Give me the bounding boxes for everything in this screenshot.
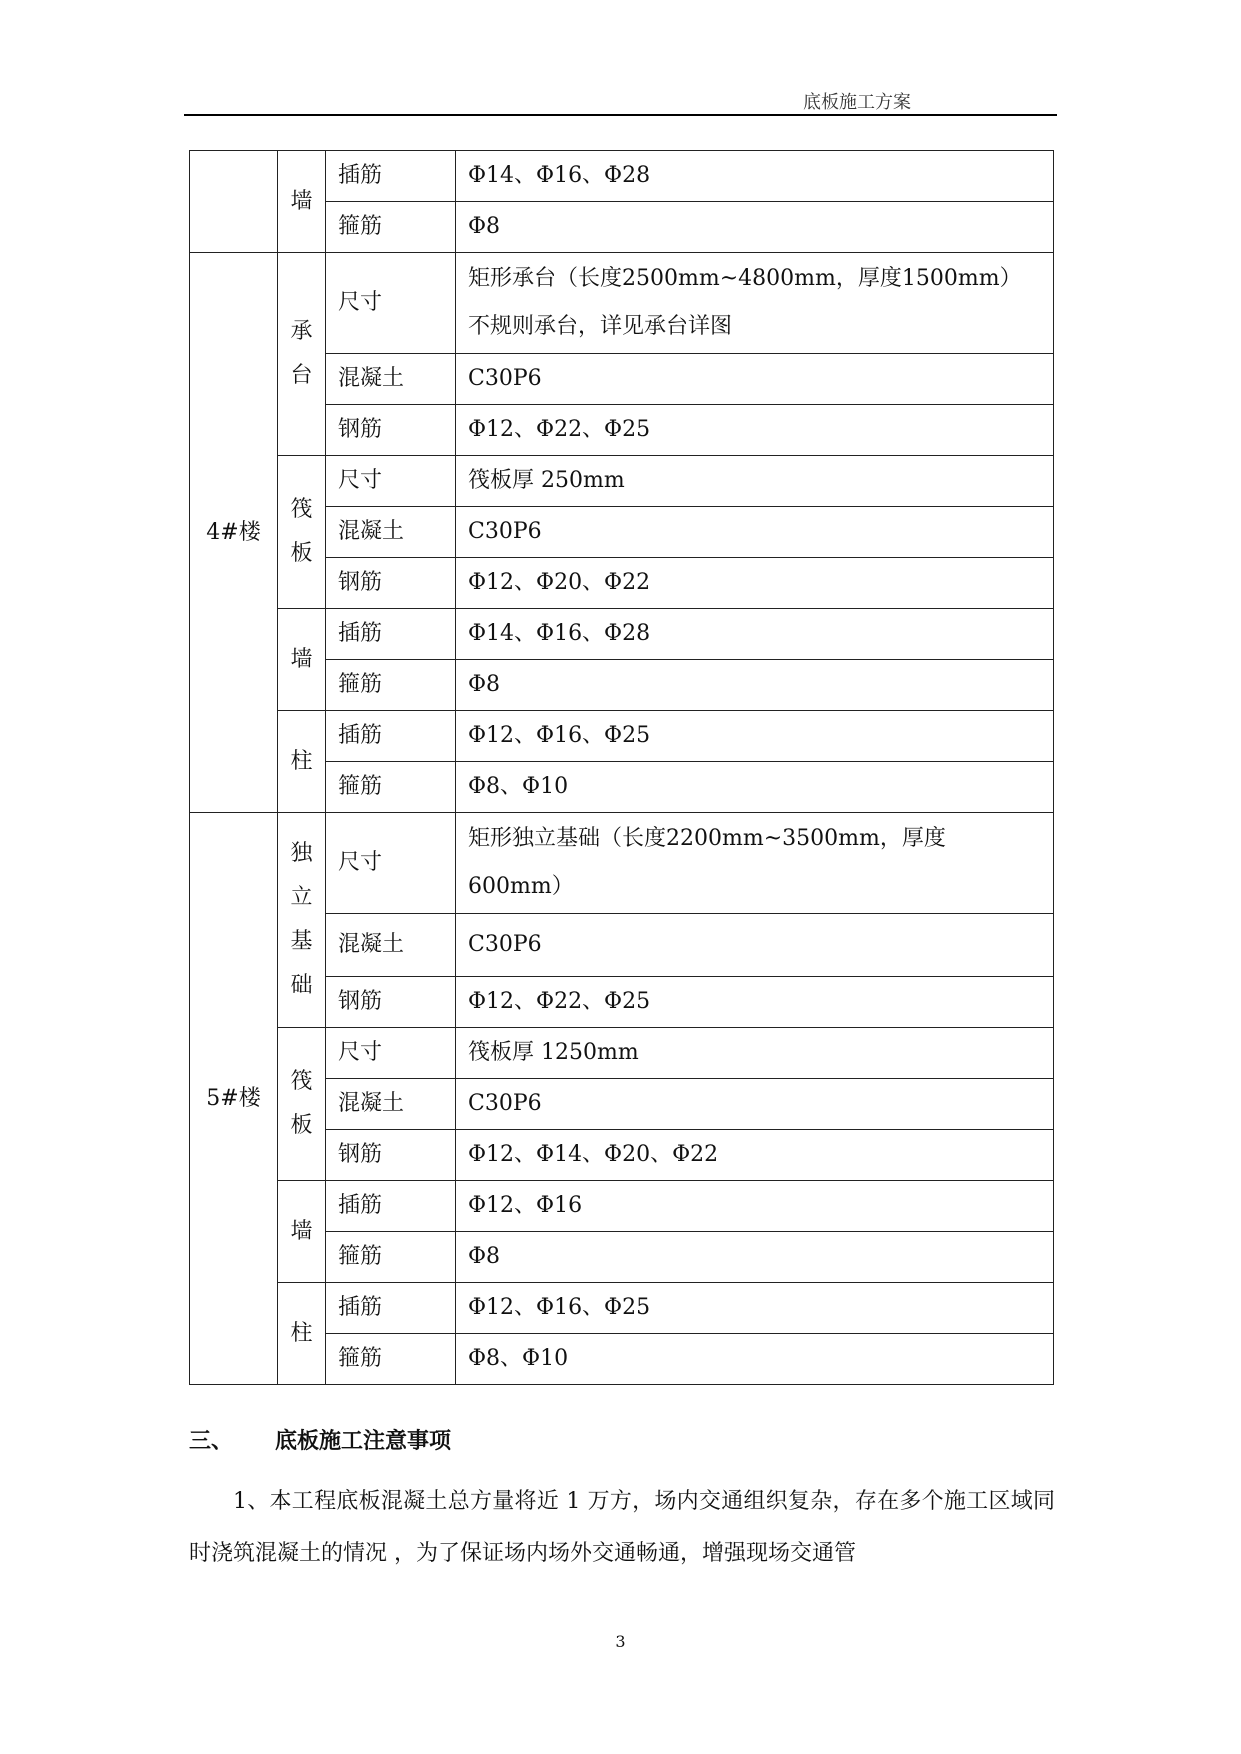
value-cell: C30P6: [456, 507, 1054, 558]
section-title: 底板施工注意事项: [275, 1429, 452, 1454]
part-label: 独立基础: [290, 841, 313, 998]
value-cell: Φ12、Φ14、Φ20、Φ22: [456, 1130, 1054, 1181]
part-cell: 墙: [278, 151, 326, 253]
part-cell: [278, 253, 326, 456]
part-cell: [278, 1028, 326, 1181]
value-cell: 筏板厚 1250mm: [456, 1028, 1054, 1079]
value-line: 600mm）: [468, 874, 574, 899]
item-cell: 箍筋: [326, 762, 456, 813]
value-cell: Φ14、Φ16、Φ28: [456, 609, 1054, 660]
value-line: 不规则承台，详见承台详图: [468, 314, 733, 339]
item-cell: 尺寸: [326, 456, 456, 507]
value-cell: C30P6: [456, 1079, 1054, 1130]
header-rule: [184, 114, 1057, 116]
value-cell: Φ8: [456, 202, 1054, 253]
part-cell: 墙: [278, 609, 326, 711]
value-line: 矩形独立基础（长度2200mm~3500mm，厚度: [468, 826, 946, 851]
table-row: [190, 609, 1054, 660]
building-cell: 4#楼: [190, 253, 278, 813]
item-cell: 混凝土: [326, 507, 456, 558]
table-row: [190, 253, 1054, 354]
section-number: 三、: [189, 1429, 234, 1454]
header-title: 底板施工方案: [803, 92, 911, 113]
item-cell: 混凝土: [326, 354, 456, 405]
part-cell: 柱: [278, 1283, 326, 1385]
value-line: 矩形承台（长度2500mm~4800mm，厚度1500mm）: [468, 266, 1022, 291]
item-cell: 插筋: [326, 1181, 456, 1232]
part-cell: [278, 813, 326, 1028]
building-cell-empty: [190, 151, 278, 253]
table-row: [190, 1181, 1054, 1232]
item-cell: 钢筋: [326, 558, 456, 609]
value-cell: Φ12、Φ16、Φ25: [456, 711, 1054, 762]
table-row: [190, 813, 1054, 914]
item-cell: 箍筋: [326, 660, 456, 711]
item-cell: 尺寸: [326, 253, 456, 354]
item-cell: 尺寸: [326, 1028, 456, 1079]
building-cell: 5#楼: [190, 813, 278, 1385]
value-cell: C30P6: [456, 914, 1054, 977]
table-row: [190, 456, 1054, 507]
page-number: 3: [615, 1632, 626, 1651]
foundation-spec-table: [189, 150, 1054, 1385]
item-cell: 插筋: [326, 1283, 456, 1334]
part-label: 承台: [290, 319, 313, 388]
value-cell: Φ8: [456, 1232, 1054, 1283]
table-row: [190, 151, 1054, 202]
part-label: 筏板: [290, 497, 313, 566]
part-cell: 柱: [278, 711, 326, 813]
item-cell: 混凝土: [326, 914, 456, 977]
item-cell: 钢筋: [326, 1130, 456, 1181]
part-cell: 墙: [278, 1181, 326, 1283]
body-paragraph: 1、本工程底板混凝土总方量将近 1 万方，场内交通组织复杂，存在多个施工区域同时浇筑混凝土的情况 ，为了保证场内场外交通畅通，增强现场交通管: [189, 1489, 1055, 1566]
item-cell: 钢筋: [326, 405, 456, 456]
value-cell: Φ8、Φ10: [456, 762, 1054, 813]
item-cell: 混凝土: [326, 1079, 456, 1130]
value-cell: [456, 813, 1054, 914]
item-cell: 钢筋: [326, 977, 456, 1028]
part-label: 筏板: [290, 1069, 313, 1138]
table-row: [190, 711, 1054, 762]
value-cell: Φ8、Φ10: [456, 1334, 1054, 1385]
value-cell: Φ12、Φ16、Φ25: [456, 1283, 1054, 1334]
item-cell: 箍筋: [326, 1334, 456, 1385]
value-cell: [456, 253, 1054, 354]
value-cell: Φ12、Φ22、Φ25: [456, 977, 1054, 1028]
section-heading: [189, 1424, 451, 1455]
item-cell: 插筋: [326, 151, 456, 202]
value-cell: Φ12、Φ20、Φ22: [456, 558, 1054, 609]
item-cell: 箍筋: [326, 202, 456, 253]
value-cell: C30P6: [456, 354, 1054, 405]
value-cell: Φ12、Φ22、Φ25: [456, 405, 1054, 456]
table-row: [190, 1028, 1054, 1079]
table-row: [190, 1283, 1054, 1334]
value-cell: Φ8: [456, 660, 1054, 711]
item-cell: 箍筋: [326, 1232, 456, 1283]
item-cell: 尺寸: [326, 813, 456, 914]
part-cell: [278, 456, 326, 609]
value-cell: 筏板厚 250mm: [456, 456, 1054, 507]
value-cell: Φ14、Φ16、Φ28: [456, 151, 1054, 202]
item-cell: 插筋: [326, 609, 456, 660]
item-cell: 插筋: [326, 711, 456, 762]
value-cell: Φ12、Φ16: [456, 1181, 1054, 1232]
